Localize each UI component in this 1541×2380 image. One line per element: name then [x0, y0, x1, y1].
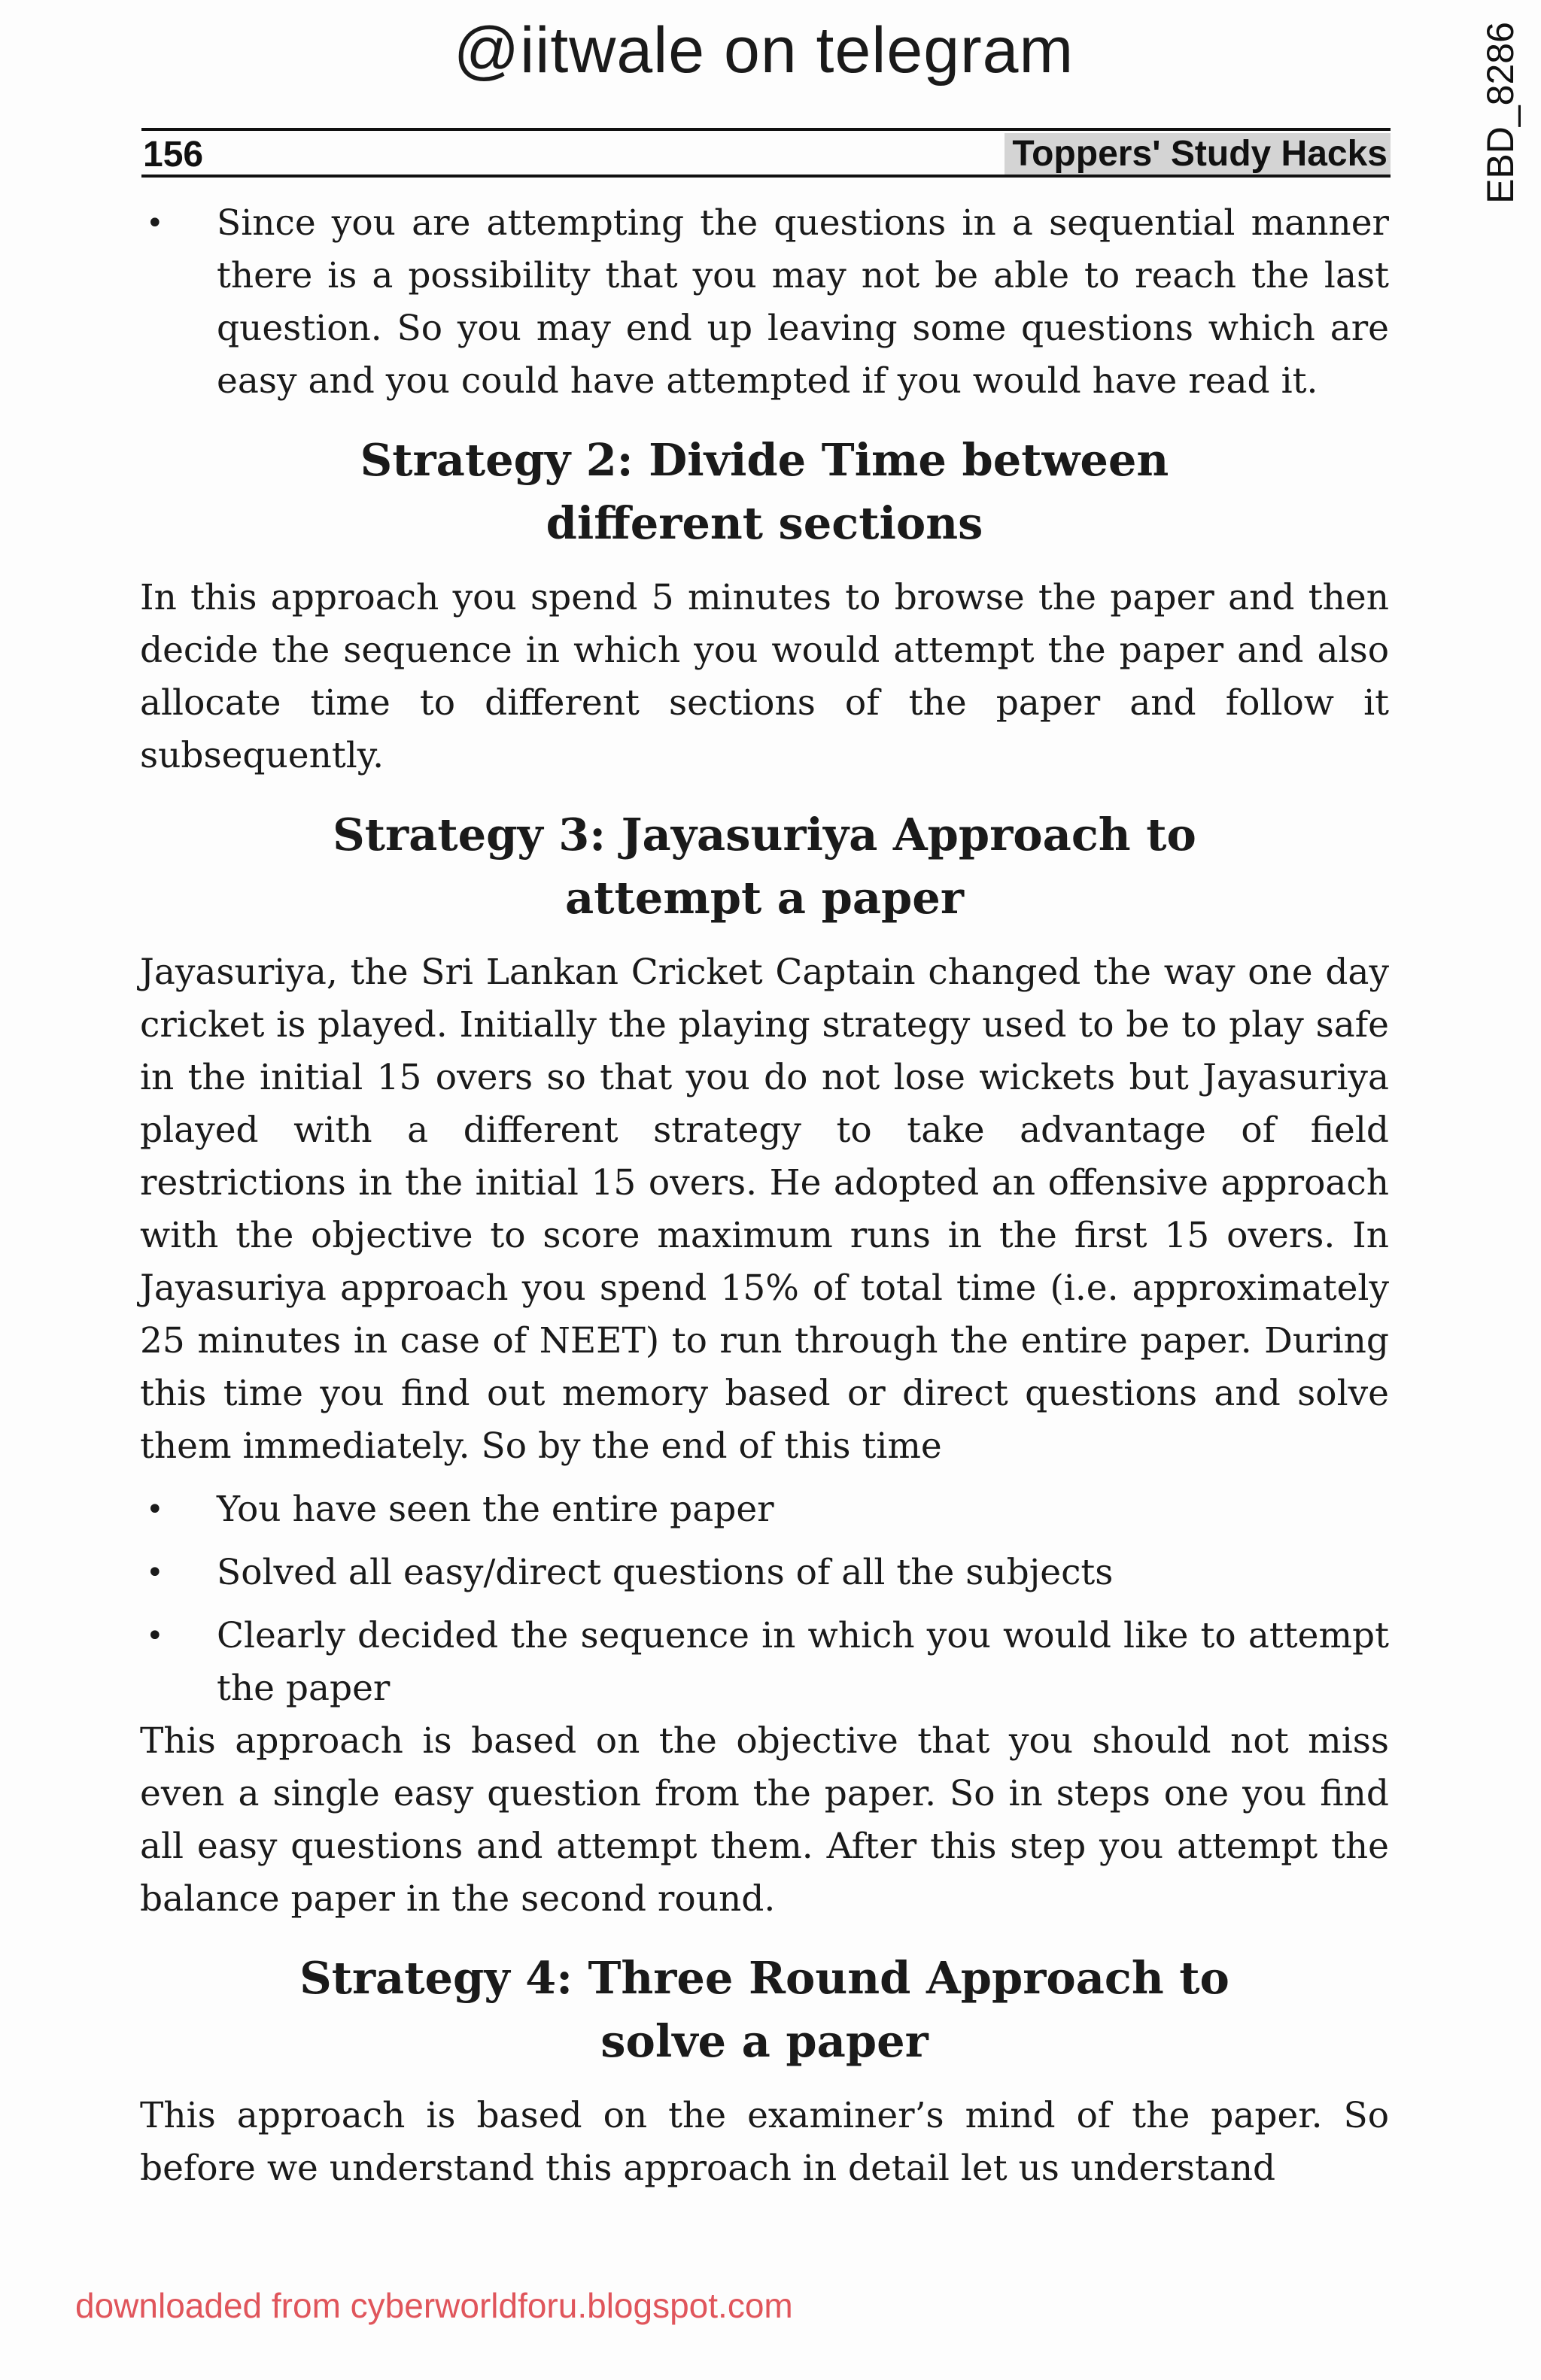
telegram-watermark: @iitwale on telegram: [453, 14, 1074, 87]
paragraph: This approach is based on the objective that you should not miss even a single easy question from the paper. So in steps one you find all easy questions and attempt them. After this step you attempt the balance paper in the second round.: [140, 1720, 1389, 1920]
list-item-text: Clearly decided the sequence in which you would like to attempt the paper: [217, 1615, 1389, 1709]
side-code-text: EBD_8286: [1479, 22, 1521, 204]
heading-line: Strategy 4: Three Round Approach to: [299, 1952, 1229, 2004]
section-heading-strategy-2: [140, 429, 1389, 555]
section-heading-strategy-4: [140, 1947, 1389, 2073]
heading-line: Strategy 2: Divide Time between: [360, 434, 1169, 486]
list-item-text: Since you are attempting the questions in a sequential manner there is a possibility that you may not be able to reach the last question. So you may end up leaving some questions which are easy and you could have attempted if you would have read it.: [217, 202, 1389, 402]
paragraph: This approach is based on the examiner’s mind of the paper. So before we understand this approach in detail let us understand: [140, 2095, 1389, 2189]
heading-line: different sections: [546, 497, 983, 549]
list-item: [140, 1610, 1389, 1715]
heading-line: attempt a paper: [565, 872, 964, 924]
list-item: [140, 1547, 1389, 1599]
bullet-icon: •: [146, 206, 164, 241]
list-item-text: Solved all easy/direct questions of all the subjects: [217, 1552, 1114, 1593]
page-number: 156: [143, 135, 204, 175]
side-code-label: [1463, 15, 1538, 211]
bullet-icon: •: [146, 1556, 164, 1590]
section-heading-strategy-3: [140, 803, 1389, 930]
list-item-text: You have seen the entire paper: [217, 1489, 774, 1530]
paragraph: In this approach you spend 5 minutes to browse the paper and then decide the sequence in which you would attempt the paper and also allocate time to different sections of the paper and follow it subsequently.: [140, 577, 1389, 776]
page-header: [141, 128, 1391, 178]
paragraph: Jayasuriya, the Sri Lankan Cricket Captain changed the way one day cricket is played. Initially the playing strategy used to be to play safe in the initial 15 overs so that you do not lose wickets but Jayasuriya played with a different strategy to take advantage of field restrictions in the initial 15 overs. He adopted an offensive approach with the objective to score maximum runs in the first 15 overs. In Jayasuriya approach you spend 15% of total time (i.e. approximately 25 minutes in case of NEET) to run through the entire paper. During this time you find out memory based or direct questions and solve them immediately. So by the end of this time: [140, 952, 1389, 1467]
page-body: [140, 197, 1389, 2195]
heading-line: Strategy 3: Jayasuriya Approach to: [333, 809, 1196, 861]
bullet-icon: •: [146, 1492, 164, 1527]
download-source-link[interactable]: downloaded from cyberworldforu.blogspot.com: [75, 2286, 793, 2325]
heading-line: solve a paper: [600, 2015, 929, 2067]
bullet-icon: •: [146, 1619, 164, 1653]
list-item: [140, 197, 1389, 408]
running-title: Toppers' Study Hacks: [1005, 133, 1391, 175]
list-item: [140, 1483, 1389, 1536]
